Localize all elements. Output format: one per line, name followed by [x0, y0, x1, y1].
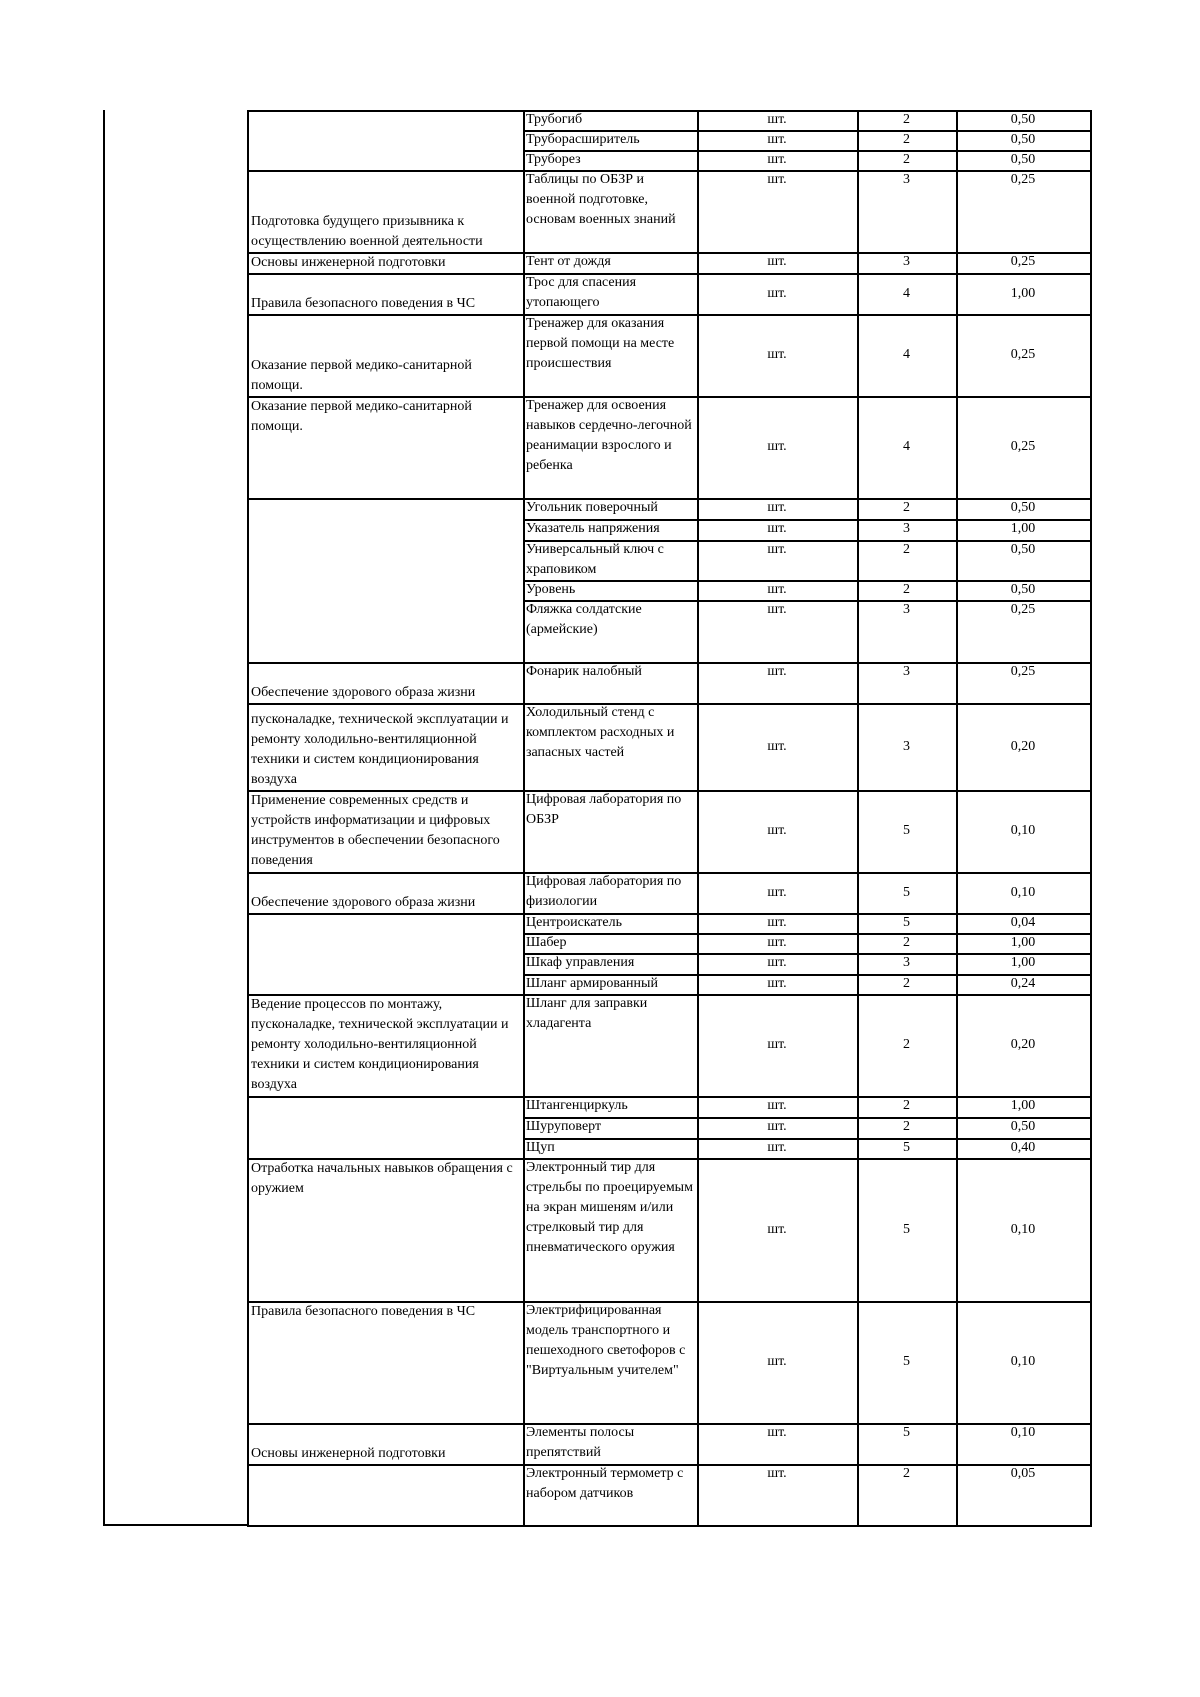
coefficient-cell: 0,20 — [1010, 1037, 1036, 1052]
quantity-cell: 2 — [903, 582, 910, 597]
section-cell — [249, 1159, 522, 1301]
quantity-cell: 5 — [903, 1140, 910, 1155]
unit-cell: шт. — [767, 1354, 787, 1369]
section-cell — [249, 253, 522, 273]
coefficient-cell: 0,50 — [1010, 132, 1036, 147]
item-name: Угольник поверочный — [526, 500, 658, 515]
unit-cell: шт. — [767, 915, 787, 930]
coefficient-cell: 0,10 — [1010, 884, 1036, 900]
section-divider — [247, 1096, 523, 1098]
section-label: Ведение процессов по монтажу, пусконаладке, технической эксплуатации и ремонту холодильно-вентиляционной техники и систем кондиционирования воздуха — [251, 997, 509, 1092]
section-label: Применение современных средств и устройств информатизации и цифровых инструментов в обеспечении безопасного поведения — [251, 793, 500, 868]
item-name: Цифровая лаборатория по ОБЗР — [526, 792, 682, 827]
coefficient-cell: 0,10 — [1010, 1354, 1036, 1369]
unit-cell: шт. — [767, 172, 787, 187]
item-name: Электронный термометр с набором датчиков — [526, 1466, 684, 1501]
unit-cell: шт. — [767, 664, 787, 679]
unit-cell: шт. — [767, 935, 787, 950]
item-name: Тренажер для оказания первой помощи на месте происшествия — [526, 316, 675, 371]
item-name: Шабер — [526, 935, 567, 950]
item-name: Шланг для заправки хладагента — [526, 996, 648, 1031]
quantity-cell: 2 — [903, 500, 910, 515]
quantity-cell: 2 — [903, 1466, 910, 1481]
quantity-cell: 2 — [903, 542, 910, 557]
coefficient-cell: 0,50 — [1010, 582, 1036, 597]
coefficient-cell: 1,00 — [1010, 285, 1036, 301]
unit-cell: шт. — [767, 976, 787, 991]
unit-cell: шт. — [767, 955, 787, 970]
unit-cell: шт. — [767, 1140, 787, 1155]
quantity-cell: 3 — [903, 738, 910, 754]
coefficient-cell: 0,10 — [1010, 1425, 1036, 1440]
section-label: Оказание первой медико-санитарной помощи. — [251, 399, 472, 434]
section-cell — [249, 1424, 522, 1464]
unit-cell: шт. — [767, 1098, 787, 1113]
quantity-cell: 3 — [903, 955, 910, 970]
coefficient-cell: 0,50 — [1010, 1119, 1036, 1134]
row-divider — [523, 1525, 1092, 1527]
item-name: Центроискатель — [526, 915, 622, 930]
unit-cell: шт. — [767, 1037, 787, 1052]
section-divider — [247, 1464, 523, 1466]
item-name: Трубогиб — [526, 112, 583, 127]
section-label: Обеспечение здорового образа жизни — [251, 895, 476, 910]
section-cell — [249, 315, 522, 396]
section-cell — [249, 873, 522, 913]
unit-cell: шт. — [767, 521, 787, 536]
column-divider — [1090, 110, 1092, 1525]
coefficient-cell: 0,10 — [1010, 823, 1036, 838]
unit-cell: шт. — [767, 602, 787, 617]
quantity-cell: 3 — [903, 254, 910, 269]
item-name: Указатель напряжения — [526, 521, 660, 536]
section-divider — [247, 498, 523, 500]
quantity-cell: 3 — [903, 664, 910, 679]
section-divider — [247, 498, 523, 500]
quantity-cell: 2 — [903, 1098, 910, 1113]
coefficient-cell: 0,25 — [1010, 664, 1036, 679]
unit-cell: шт. — [767, 1425, 787, 1440]
section-label: пусконаладке, технической эксплуатации и ремонту холодильно-вентиляционной техники и систем кондиционирования воздуха — [251, 712, 509, 787]
coefficient-cell: 0,24 — [1010, 976, 1036, 991]
quantity-cell: 5 — [903, 915, 910, 930]
section-label: Основы инженерной подготовки — [251, 1446, 446, 1461]
unit-cell: шт. — [767, 582, 787, 597]
coefficient-cell: 1,00 — [1010, 935, 1036, 950]
coefficient-cell: 0,25 — [1010, 602, 1036, 617]
item-name: Шланг армированный — [526, 976, 658, 991]
unit-cell: шт. — [767, 439, 787, 454]
item-name: Электронный тир для стрельбы по проецируемым на экран мишеням и/или стрелковый тир для пневматического оружия — [526, 1160, 693, 1255]
item-name: Универсальный ключ с храповиком — [526, 542, 664, 577]
unit-cell: шт. — [767, 1221, 787, 1237]
item-name: Штангенциркуль — [526, 1098, 628, 1113]
item-name: Тренажер для освоения навыков сердечно-легочной реанимации взрослого и ребенка — [526, 398, 692, 473]
item-name: Электрифицированная модель транспортного и пешеходного светофоров с "Виртуальным учителем" — [526, 1303, 686, 1378]
quantity-cell: 2 — [903, 976, 910, 991]
section-label: Правила безопасного поведения в ЧС — [251, 1304, 476, 1319]
item-name: Тент от дождя — [526, 254, 611, 269]
coefficient-cell: 0,25 — [1010, 254, 1036, 269]
section-cell — [249, 663, 522, 703]
quantity-cell: 5 — [903, 823, 910, 838]
item-name: Труборасширитель — [526, 132, 640, 147]
section-divider — [247, 913, 523, 915]
unit-cell: шт. — [767, 152, 787, 167]
section-cell — [249, 1302, 522, 1423]
item-name: Шуруповерт — [526, 1119, 602, 1134]
section-cell — [249, 274, 522, 314]
coefficient-cell: 0,50 — [1010, 500, 1036, 515]
quantity-cell: 2 — [903, 1119, 910, 1134]
coefficient-cell: 0,25 — [1010, 439, 1036, 454]
item-name: Шкаф управления — [526, 955, 635, 970]
quantity-cell: 2 — [903, 132, 910, 147]
quantity-cell: 3 — [903, 602, 910, 617]
quantity-cell: 4 — [903, 347, 910, 362]
section-divider — [247, 1525, 523, 1527]
quantity-cell: 2 — [903, 1037, 910, 1052]
unit-cell: шт. — [767, 1119, 787, 1134]
section-label: Оказание первой медико-санитарной помощи. — [251, 358, 472, 393]
quantity-cell: 5 — [903, 1221, 910, 1237]
section-label: Правила безопасного поведения в ЧС — [251, 296, 476, 311]
unit-cell: шт. — [767, 347, 787, 362]
left-border — [103, 110, 105, 1525]
section-label: Обеспечение здорового образа жизни — [251, 685, 476, 700]
coefficient-cell: 1,00 — [1010, 1098, 1036, 1113]
quantity-cell: 2 — [903, 112, 910, 127]
item-name: Уровень — [526, 582, 576, 597]
section-label: Отработка начальных навыков обращения с оружием — [251, 1161, 513, 1196]
coefficient-cell: 1,00 — [1010, 521, 1036, 536]
section-cell — [249, 704, 522, 790]
quantity-cell: 2 — [903, 935, 910, 950]
item-name: Фонарик налобный — [526, 664, 642, 679]
quantity-cell: 3 — [903, 521, 910, 536]
unit-cell: шт. — [767, 1466, 787, 1481]
section-divider — [247, 913, 523, 915]
section-cell — [249, 791, 522, 872]
section-cell — [249, 995, 522, 1096]
quantity-cell: 3 — [903, 172, 910, 187]
unit-cell: шт. — [767, 884, 787, 900]
section-divider — [247, 1096, 523, 1098]
quantity-cell: 4 — [903, 439, 910, 454]
item-name: Щуп — [526, 1140, 555, 1155]
coefficient-cell: 0,50 — [1010, 112, 1036, 127]
coefficient-cell: 0,50 — [1010, 542, 1036, 557]
item-name: Цифровая лаборатория по физиологии — [526, 874, 682, 909]
section-cell — [249, 171, 522, 252]
section-divider — [247, 1464, 523, 1466]
unit-cell: шт. — [767, 285, 787, 301]
item-name: Холодильный стенд с комплектом расходных и запасных частей — [526, 705, 675, 760]
item-name: Фляжка солдатские (армейские) — [526, 602, 642, 637]
unit-cell: шт. — [767, 542, 787, 557]
quantity-cell: 2 — [903, 152, 910, 167]
unit-cell: шт. — [767, 823, 787, 838]
left-bottom-border — [103, 1524, 248, 1526]
coefficient-cell: 0,20 — [1010, 738, 1036, 754]
section-divider — [247, 110, 523, 112]
unit-cell: шт. — [767, 738, 787, 754]
unit-cell: шт. — [767, 132, 787, 147]
coefficient-cell: 0,10 — [1010, 1221, 1036, 1237]
coefficient-cell: 0,05 — [1010, 1466, 1036, 1481]
section-label: Основы инженерной подготовки — [251, 255, 446, 270]
section-label: Подготовка будущего призывника к осуществлению военной деятельности — [251, 214, 483, 249]
unit-cell: шт. — [767, 500, 787, 515]
section-cell — [249, 397, 522, 498]
coefficient-cell: 0,04 — [1010, 915, 1036, 930]
coefficient-cell: 1,00 — [1010, 955, 1036, 970]
quantity-cell: 5 — [903, 884, 910, 900]
quantity-cell: 4 — [903, 285, 910, 301]
item-name: Труборез — [526, 152, 581, 167]
quantity-cell: 5 — [903, 1425, 910, 1440]
item-name: Элементы полосы препятствий — [526, 1425, 635, 1460]
coefficient-cell: 0,40 — [1010, 1140, 1036, 1155]
coefficient-cell: 0,25 — [1010, 347, 1036, 362]
item-name: Таблицы по ОБЗР и военной подготовке, основам военных знаний — [526, 172, 676, 227]
quantity-cell: 5 — [903, 1354, 910, 1369]
unit-cell: шт. — [767, 254, 787, 269]
unit-cell: шт. — [767, 112, 787, 127]
item-name: Трос для спасения утопающего — [526, 275, 637, 310]
coefficient-cell: 0,25 — [1010, 172, 1036, 187]
coefficient-cell: 0,50 — [1010, 152, 1036, 167]
